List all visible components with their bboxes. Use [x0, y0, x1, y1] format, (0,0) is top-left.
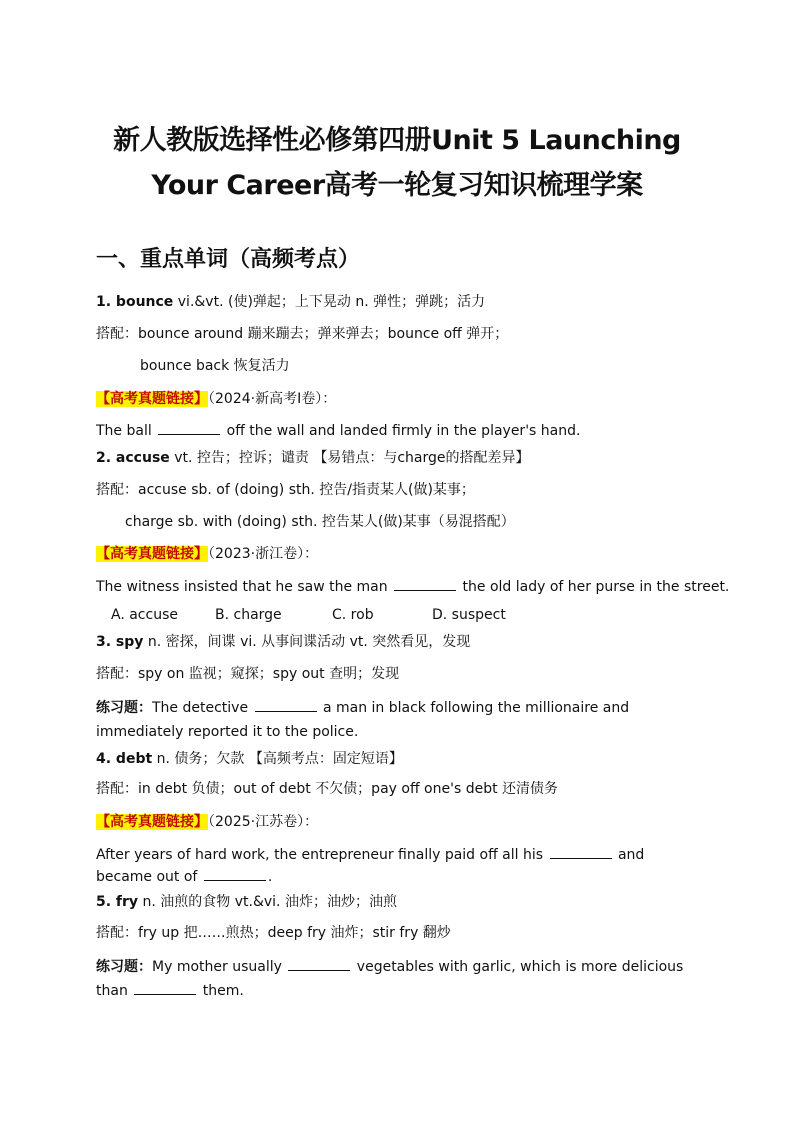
exam-source: （2023·浙江卷）：	[208, 546, 319, 562]
word-headword: 4. debt	[96, 751, 153, 767]
practice-label: 练习题：	[96, 959, 152, 975]
answer-blank	[134, 981, 196, 995]
exercise-question	[96, 844, 688, 888]
word-entry-bounce	[96, 292, 485, 312]
word-entry-debt	[96, 749, 403, 769]
word-definition: vt. 控告；控诉；谴责 【易错点：与charge的搭配差异】	[169, 450, 530, 466]
question-text: The detective	[152, 700, 253, 716]
practice-question	[96, 696, 688, 744]
question-text: After years of hard work, the entrepreneur finally paid off all his	[96, 847, 548, 863]
exam-link-line	[96, 812, 318, 832]
question-text: My mother usually	[152, 959, 287, 975]
practice-label: 练习题：	[96, 700, 152, 716]
word-definition: n. 债务；欠款 【高频考点：固定短语】	[152, 751, 403, 767]
question-text: The ball	[96, 423, 157, 439]
question-text: vegetables with garlic, which is more delicious than	[96, 959, 684, 999]
practice-question	[96, 955, 688, 1003]
exam-source: （2025·江苏卷）：	[208, 814, 319, 830]
answer-blank	[288, 957, 350, 971]
question-text: off the wall and landed firmly in the player's hand.	[222, 423, 581, 439]
answer-blank	[204, 867, 266, 881]
word-definition: n. 密探，间谍 vi. 从事间谍活动 vt. 突然看见，发现	[143, 634, 471, 650]
word-headword: 5. fry	[96, 894, 139, 910]
question-text: The witness insisted that he saw the man	[96, 579, 393, 595]
answer-blank	[158, 421, 220, 435]
section-heading: 一、重点单词（高频考点）	[96, 247, 361, 272]
word-headword: 3. spy	[96, 634, 144, 650]
document-title-line-2: Your Career高考一轮复习知识梳理学案	[151, 170, 643, 201]
collocation-line: 搭配：accuse sb. of (doing) sth. 控告/指责某人(做)某事；	[96, 482, 475, 498]
word-headword: 2. accuse	[96, 450, 170, 466]
answer-blank	[394, 577, 456, 591]
collocation-line: 搭配：bounce around 蹦来蹦去；弹来弹去；bounce off 弹开；	[96, 326, 509, 342]
answer-blank	[255, 698, 317, 712]
exam-source: （2024·新高考Ⅰ卷）：	[208, 391, 337, 407]
exam-link-label: 【高考真题链接】	[96, 546, 208, 562]
exam-link-line	[96, 544, 318, 564]
word-definition: n. 油煎的食物 vt.&vi. 油炸；油炒；油煎	[138, 894, 397, 910]
collocation-line: 搭配：fry up 把……煎热；deep fry 油炸；stir fry 翻炒	[96, 925, 451, 941]
question-text: .	[267, 869, 273, 885]
option-a: A. accuse	[111, 607, 178, 623]
word-definition: vi.&vt. (使)弹起；上下晃动 n. 弹性；弹跳；活力	[173, 294, 486, 310]
word-entry-accuse	[96, 448, 530, 468]
answer-blank	[550, 845, 612, 859]
option-b: B. charge	[215, 607, 282, 623]
document-title-line-1: 新人教版选择性必修第四册Unit 5 Launching	[113, 125, 681, 156]
collocation-line: 搭配：in debt 负债；out of debt 不欠债；pay off one's debt 还清债务	[96, 781, 559, 797]
question-text: a man in black following the millionaire and immediately reported it to the police.	[96, 700, 630, 740]
exam-link-label: 【高考真题链接】	[96, 814, 208, 830]
word-entry-spy	[96, 632, 470, 652]
exam-link-label: 【高考真题链接】	[96, 391, 208, 407]
exercise-question	[96, 421, 580, 441]
question-text: them.	[198, 983, 244, 999]
option-c: C. rob	[332, 607, 374, 623]
exam-link-line	[96, 389, 336, 409]
collocation-line: 搭配：spy on 监视；窥探；spy out 查明；发现	[96, 666, 400, 682]
collocation-line: bounce back 恢复活力	[140, 358, 290, 374]
word-entry-fry	[96, 892, 397, 912]
question-text: the old lady of her purse in the street.	[458, 579, 730, 595]
word-headword: 1. bounce	[96, 294, 174, 310]
collocation-line: charge sb. with (doing) sth. 控告某人(做)某事（易混搭配）	[125, 514, 515, 530]
option-d: D. suspect	[432, 607, 506, 623]
exercise-question	[96, 577, 729, 597]
question-text: and became out of	[96, 847, 645, 885]
